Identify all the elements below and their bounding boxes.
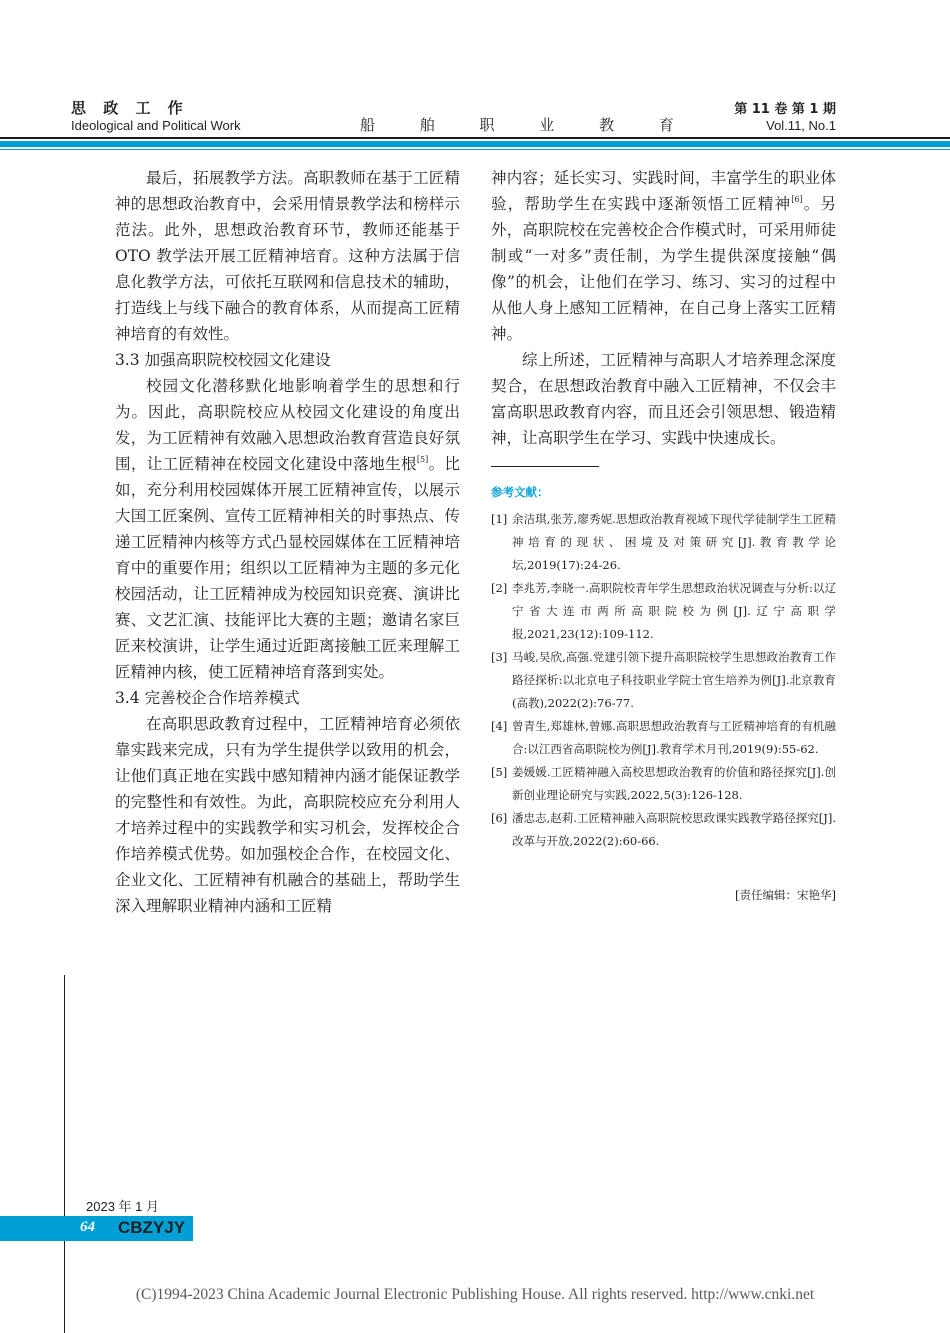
- citation-5: [5]: [416, 455, 429, 464]
- reference-item: [491, 646, 836, 715]
- left-column: [115, 165, 460, 919]
- conclusion-paragraph: 综上所述，工匠精神与高职人才培养理念深度契合，在思想政治教育中融入工匠精神，不仅会丰富高职思政教育内容，而且还会引领思想、锻造精神，让高职学生在学习、实践中快速成长。: [491, 351, 836, 447]
- reference-text: 潘忠志,赵莉.工匠精神融入高职院校思政课实践教学路径探究[J].改革与开放,2022(2):60-66.: [512, 811, 836, 848]
- copyright-watermark: (C)1994-2023 China Academic Journal Electronic Publishing House. All rights reserved. http://www.cnki.net: [135, 1286, 815, 1303]
- section-title: 思 政 工 作: [71, 99, 189, 117]
- reference-item: [491, 577, 836, 646]
- reference-item: [491, 761, 836, 807]
- section-heading-3-3: 3.3 加强高职院校校园文化建设: [115, 351, 331, 369]
- right-column: [491, 165, 836, 451]
- reference-text: 曾青生,郑雄林,曾娜.高职思想政治教育与工匠精神培育的有机融合:以江西省高职院校为例[J].教育学术月刊,2019(9):55-62.: [512, 719, 836, 756]
- reference-text: 余洁琪,张芳,廖秀妮.思想政治教育视域下现代学徒制学生工匠精神培育的现状、困境及对策研究[J].教育教学论坛,2019(17):24-26.: [512, 512, 836, 572]
- paragraph: [491, 165, 836, 347]
- header-accent-line: [0, 149, 950, 150]
- page-number: 64: [80, 1219, 95, 1235]
- reference-item: [491, 508, 836, 577]
- header-rule: [0, 137, 950, 139]
- section-title-en: Ideological and Political Work: [71, 118, 241, 133]
- reference-item: [491, 715, 836, 761]
- issue-date: 2023 年 1 月: [86, 1199, 159, 1214]
- references-heading: 参考文献：: [491, 485, 549, 499]
- volume-issue: 第 11 卷 第 1 期: [734, 102, 836, 117]
- citation-6: [6]: [791, 195, 803, 204]
- paragraph: 在高职思政教育过程中，工匠精神培育必须依靠实践来完成，只有为学生提供学以致用的机会，让他们真正地在实践中感知精神内涵才能保证教学的完整性和有效性。为此，高职院校应充分利用人才培养过程中的实践教学和实习机会，发挥校企合作培养模式优势。如加强校企合作，在校园文化、企业文化、工匠精神有机融合的基础上，帮助学生深入理解职业精神内涵和工匠精: [115, 715, 460, 915]
- paragraph-text: 。比如，充分利用校园媒体开展工匠精神宣传，以展示大国工匠案例、宣传工匠精神相关的时事热点、传递工匠精神内核等方式凸显校园媒体在工匠精神培育中的重要作用；组织以工匠精神为主题的多元化校园活动，让工匠精神成为校园知识竞赛、演讲比赛、文艺汇演、技能评比大赛的主题；邀请名家巨匠来校演讲，让学生通过近距离接触工匠来理解工匠精神内核，使工匠精神培育落到实处。: [115, 455, 460, 681]
- header-accent-bar: [0, 141, 950, 147]
- section-heading-3-4: 3.4 完善校企合作培养模式: [115, 689, 300, 707]
- reference-number: [6]: [491, 811, 508, 825]
- responsible-editor: [责任编辑：宋艳华]: [735, 888, 836, 902]
- paragraph-text: 神内容；延长实习、实践时间，丰富学生的职业体验，帮助学生在实践中逐渐领悟工匠精神: [491, 169, 836, 213]
- paragraph-text: 校园文化潜移默化地影响着学生的思想和行为。因此，高职院校应从校园文化建设的角度出发，为工匠精神有效融入思想政治教育营造良好氛围，让工匠精神在校园文化建设中落地生根: [115, 377, 460, 473]
- journal-name: 船 舶 职 业 教 育: [360, 116, 694, 134]
- references-list: [491, 508, 836, 853]
- paragraph: [115, 373, 460, 685]
- footer-margin-line: [64, 975, 65, 1333]
- paragraph-text: 。另外，高职院校在完善校企合作模式时，可采用师徒制或“一对多”责任制，为学生提供深度接触“偶像”的机会，让他们在学习、练习、实习的过程中从他人身上感知工匠精神，在自己身上落实工匠精神。: [491, 195, 836, 343]
- paragraph: 最后，拓展教学方法。高职教师在基于工匠精神的思想政治教育中，会采用情景教学法和榜样示范法。此外，思想政治教育环节，教师还能基于 OTO 教学法开展工匠精神培育。这种方法属于信息化教学方法，可依托互联网和信息技术的辅助，打造线上与线下融合的教育体系，从而提高工匠精神培育的有效性。: [115, 169, 460, 343]
- reference-item: [491, 807, 836, 853]
- reference-text: 李兆芳,李晓一.高职院校青年学生思想政治状况调查与分析:以辽宁省大连市两所高职院校为例[J].辽宁高职学报,2021,23(12):109-112.: [512, 581, 836, 641]
- references-divider: [491, 466, 599, 467]
- reference-text: 马峻,吴欣,高强.党建引领下提升高职院校学生思想政治教育工作路径探析:以北京电子科技职业学院士官生培养为例[J].北京教育(高教),2022(2):76-77.: [512, 650, 836, 710]
- reference-text: 姜媛媛.工匠精神融入高校思想政治教育的价值和路径探究[J].创新创业理论研究与实践,2022,5(3):126-128.: [512, 765, 836, 802]
- journal-code: CBZYJY: [118, 1218, 186, 1237]
- reference-number: [2]: [491, 581, 508, 595]
- reference-number: [5]: [491, 765, 508, 779]
- volume-issue-en: Vol.11, No.1: [766, 118, 836, 133]
- reference-number: [1]: [491, 512, 508, 526]
- reference-number: [3]: [491, 650, 508, 664]
- reference-number: [4]: [491, 719, 508, 733]
